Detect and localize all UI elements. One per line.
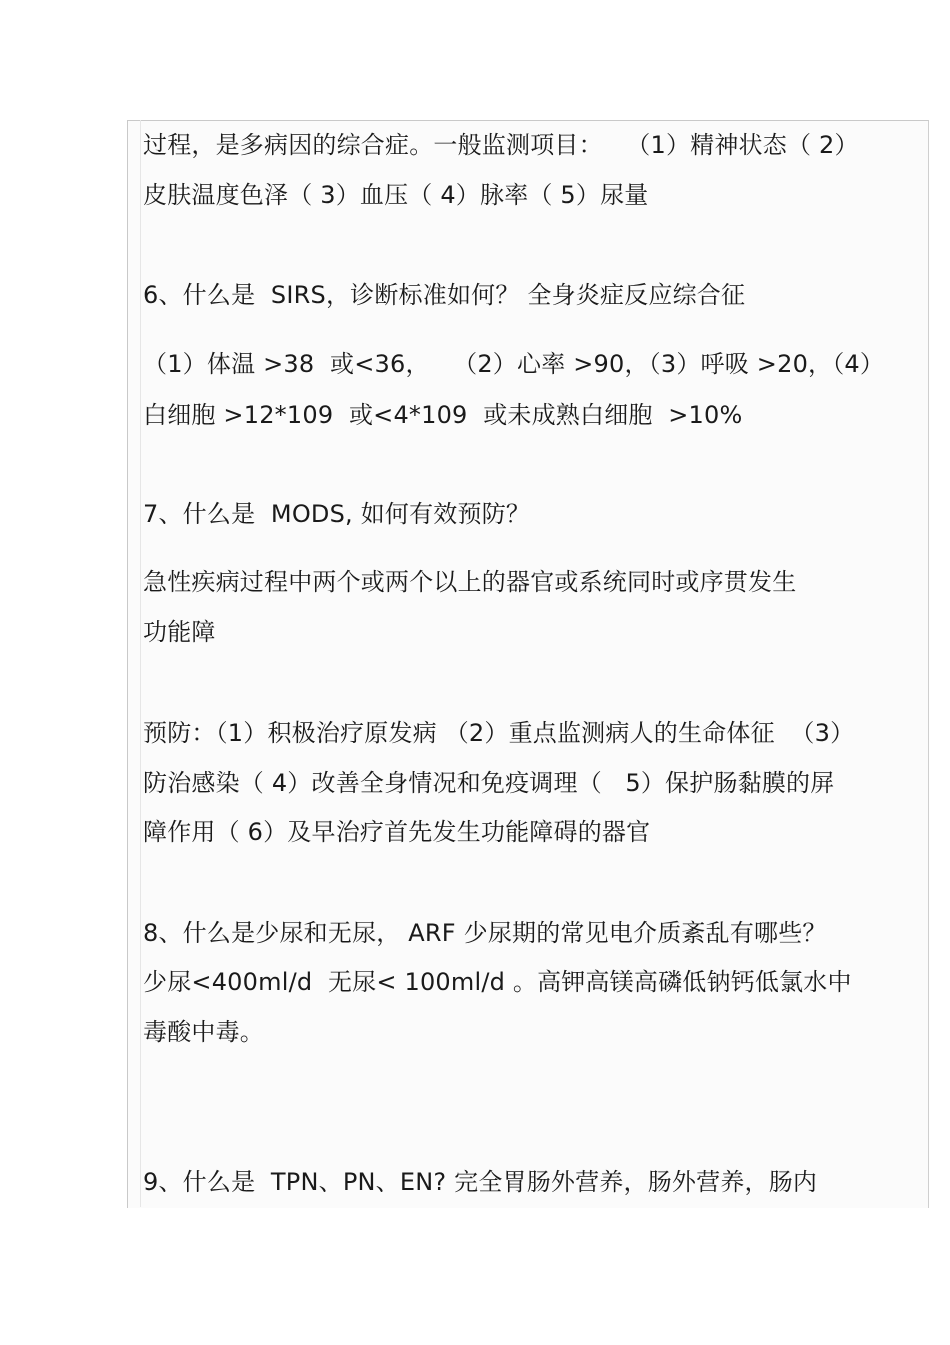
- text-line-2: 皮肤温度色泽（ 3）血压（ 4）脉率（ 5）尿量: [143, 181, 649, 209]
- text-line-1: 过程，是多病因的综合症。一般监测项目： （1）精神状态（ 2）: [143, 131, 859, 159]
- inner-margin-rule: [140, 120, 141, 1207]
- text-line-4: （1）体温 >38 或<36， （2）心率 >90，（3）呼吸 >20，（4）: [143, 350, 885, 378]
- text-line-13: 少尿<400ml/d 无尿< 100ml/d 。高钾高镁高磷低钠钙低氯水中: [143, 968, 852, 996]
- question-9-heading: 9、什么是 TPN、PN、EN? 完全胃肠外营养，肠外营养，肠内: [143, 1168, 818, 1196]
- text-line-14: 毒酸中毒。: [143, 1018, 264, 1046]
- text-line-8: 功能障: [143, 618, 216, 646]
- text-line-7: 急性疾病过程中两个或两个以上的器官或系统同时或序贯发生: [143, 568, 797, 596]
- text-line-9: 预防：（1）积极治疗原发病 （2）重点监测病人的生命体征 （3）: [143, 719, 855, 747]
- question-8-heading: 8、什么是少尿和无尿， ARF 少尿期的常见电介质紊乱有哪些？: [143, 919, 827, 947]
- question-6-heading: 6、什么是 SIRS，诊断标准如何？ 全身炎症反应综合征: [143, 281, 746, 309]
- text-line-10: 防治感染（ 4）改善全身情况和免疫调理（ 5）保护肠黏膜的屏: [143, 769, 835, 797]
- question-7-heading: 7、什么是 MODS, 如何有效预防？: [143, 500, 531, 528]
- text-line-5: 白细胞 >12*109 或<4*109 或未成熟白细胞 >10%: [143, 401, 743, 429]
- text-line-11: 障作用（ 6）及早治疗首先发生功能障碍的器官: [143, 818, 651, 846]
